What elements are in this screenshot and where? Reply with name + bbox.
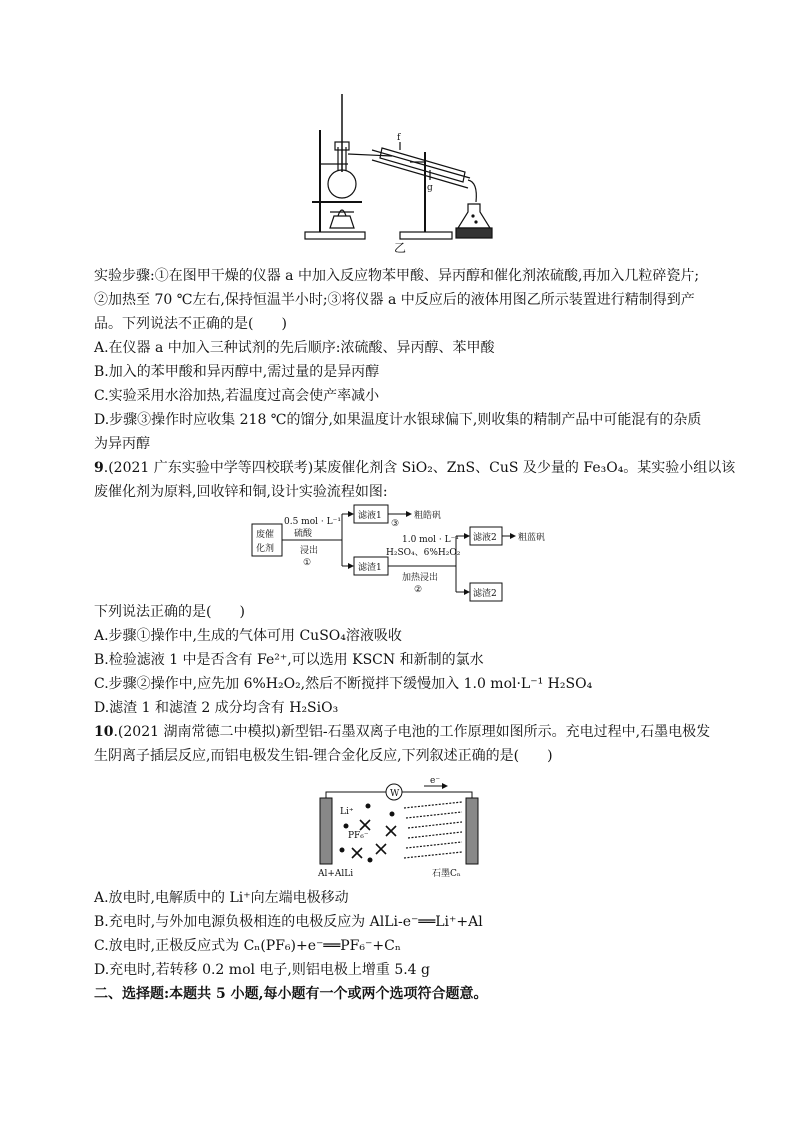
figure-caption: 乙	[394, 241, 407, 255]
graphite-electrode	[466, 798, 478, 864]
q9-stem-line1	[94, 458, 735, 478]
acid-concentration: 0.5 mol · L⁻¹	[284, 517, 341, 527]
q8-option-d-line1: D.步骤③操作时应收集 218 ℃的馏分,如果温度计水银球偏下,则收集的精制产品中可能混有的杂质	[94, 412, 702, 428]
reagent-concentration: 1.0 mol · L⁻¹	[402, 535, 459, 545]
q10-stem-line2: 生阴离子插层反应,而铝电极发生铝-锂合金化反应,下列叙述正确的是( )	[94, 748, 553, 764]
q10-option-d: D.充电时,若转移 0.2 mol 电子,则铝电极上增重 5.4 g	[94, 962, 430, 978]
q10-stem-text: .(2021 湖南常德二中模拟)新型铝-石墨双离子电池的工作原理如图所示。充电过程中,石墨电极发	[113, 724, 711, 740]
q9-number: 9	[94, 460, 104, 476]
waste-catalyst-line2: 化剂	[256, 544, 275, 554]
label-g: g	[427, 183, 433, 193]
q8-option-a: A.在仪器 a 中加入三种试剂的先后顺序:浓硫酸、异丙醇、苯甲酸	[94, 340, 495, 356]
q10-stem-line1	[94, 722, 710, 742]
electron-label: e⁻	[430, 776, 441, 786]
q8-option-b: B.加入的苯甲酸和异丙醇中,需过量的是异丙醇	[94, 364, 380, 380]
acid-name: 硫酸	[294, 529, 313, 539]
residue2-label: 滤渣2	[473, 589, 497, 599]
aluminum-electrode	[320, 798, 332, 864]
filtrate2-label: 滤液2	[473, 533, 497, 543]
q8-intro-line2: ②加热至 70 ℃左右,保持恒温半小时;③将仪器 a 中反应后的液体用图乙所示装置进行精制得到产	[94, 292, 695, 308]
battery-diagram	[312, 776, 492, 880]
right-electrode-label: 石墨Cₙ	[432, 869, 461, 879]
hexafluorophosphate-label: PF₆⁻	[348, 831, 369, 841]
leach-label: 浸出	[300, 546, 319, 556]
crude-zinc-vitriol: 粗皓矾	[414, 511, 442, 521]
q8-intro-line3: 品。下列说法不正确的是( )	[94, 316, 287, 332]
q9-stem-line2: 废催化剂为原料,回收锌和铜,设计实验流程如图:	[94, 484, 388, 500]
lithium-ion-label: Li⁺	[340, 807, 354, 817]
q9-option-a: A.步骤①操作中,生成的气体可用 CuSO₄溶液吸收	[94, 628, 402, 644]
q10-number: 10	[94, 724, 114, 740]
label-f: f	[397, 133, 401, 143]
recovery-flowchart	[248, 502, 578, 602]
waste-catalyst-line1: 废催	[256, 530, 275, 540]
wattmeter-label: W	[390, 789, 400, 799]
step1-label: ①	[303, 558, 312, 568]
step3-label: ③	[391, 519, 400, 529]
section-heading: 二、选择题:本题共 5 小题,每小题有一个或两个选项符合题意。	[94, 986, 488, 1002]
q9-option-c: C.步骤②操作中,应先加 6%H₂O₂,然后不断搅拌下缓慢加入 1.0 mol·L⁻¹ H₂SO₄	[94, 676, 593, 692]
distillation-apparatus-figure	[300, 92, 500, 242]
q9-option-b: B.检验滤液 1 中是否含有 Fe²⁺,可以选用 KSCN 和新制的氯水	[94, 652, 484, 668]
q8-intro-line1: 实验步骤:①在图甲干燥的仪器 a 中加入反应物苯甲酸、异丙醇和催化剂浓硫酸,再加入几粒碎瓷片;	[94, 268, 700, 284]
q9-question: 下列说法正确的是( )	[94, 604, 245, 620]
q9-option-d: D.滤渣 1 和滤渣 2 成分均含有 H₂SiO₃	[94, 700, 339, 716]
q8-option-d-line2: 为异丙醇	[94, 436, 150, 452]
left-electrode-label: Al+AlLi	[318, 869, 354, 879]
q9-stem-text: .(2021 广东实验中学等四校联考)某废催化剂含 SiO₂、ZnS、CuS 及少量的 Fe₃O₄。某实验小组以该	[103, 460, 736, 476]
q10-option-a: A.放电时,电解质中的 Li⁺向左端电极移动	[94, 890, 349, 906]
step2-label: ②	[414, 585, 423, 595]
residue1-label: 滤渣1	[358, 563, 382, 573]
q10-option-c: C.放电时,正极反应式为 Cₙ(PF₆)+e⁻══PF₆⁻+Cₙ	[94, 938, 401, 954]
q10-option-b: B.充电时,与外加电源负极相连的电极反应为 AlLi-e⁻══Li⁺+Al	[94, 914, 483, 930]
reagent-names: H₂SO₄、6%H₂O₂	[386, 548, 461, 558]
crude-blue-vitriol: 粗蓝矾	[518, 533, 546, 543]
filtrate1-label: 滤液1	[358, 511, 382, 521]
q8-option-c: C.实验采用水浴加热,若温度过高会使产率减小	[94, 388, 380, 404]
heat-leach-label: 加热浸出	[402, 573, 439, 583]
